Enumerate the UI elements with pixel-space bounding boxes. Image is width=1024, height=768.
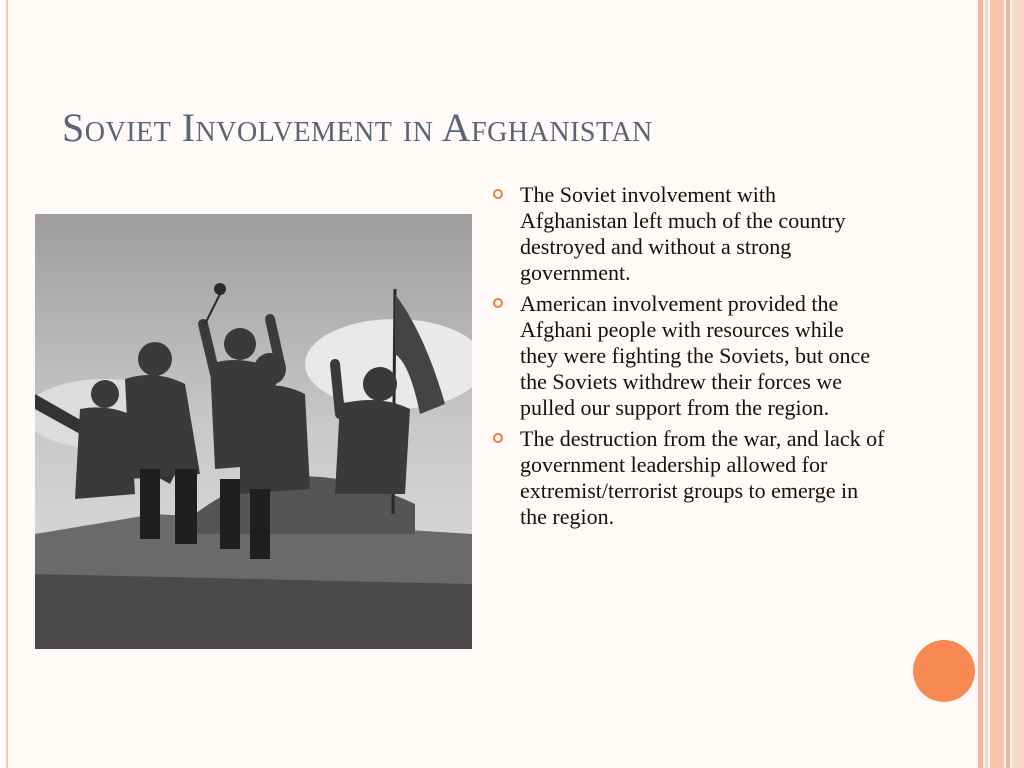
bullet-text: The destruction from the war, and lack of government leadership allowed for extremist/terrorist groups to emerge in the region.: [520, 426, 885, 529]
right-stripe: [978, 0, 983, 768]
list-item: [492, 291, 887, 421]
right-stripe: [1006, 0, 1010, 768]
list-item: [492, 182, 887, 286]
decorative-circle: [913, 640, 975, 702]
bullet-list: [492, 182, 887, 535]
photo-soldiers-on-tank: [35, 214, 472, 649]
bullet-text: American involvement provided the Afghani people with resources while they were fighting the Soviets, but once the Soviets withdrew their forces we pulled our support from the region.: [520, 291, 871, 420]
bullet-text: The Soviet involvement with Afghanistan left much of the country destroyed and without a strong government.: [520, 182, 846, 285]
list-item: [492, 426, 887, 530]
bullet-circle-icon: [493, 298, 503, 308]
left-border: [6, 0, 8, 768]
bullet-circle-icon: [493, 433, 503, 443]
bullet-circle-icon: [493, 189, 503, 199]
right-stripe: [985, 0, 988, 768]
right-stripe: [990, 0, 1004, 768]
right-stripe: [1012, 0, 1024, 768]
slide-title: Soviet Involvement in Afghanistan: [62, 105, 653, 150]
